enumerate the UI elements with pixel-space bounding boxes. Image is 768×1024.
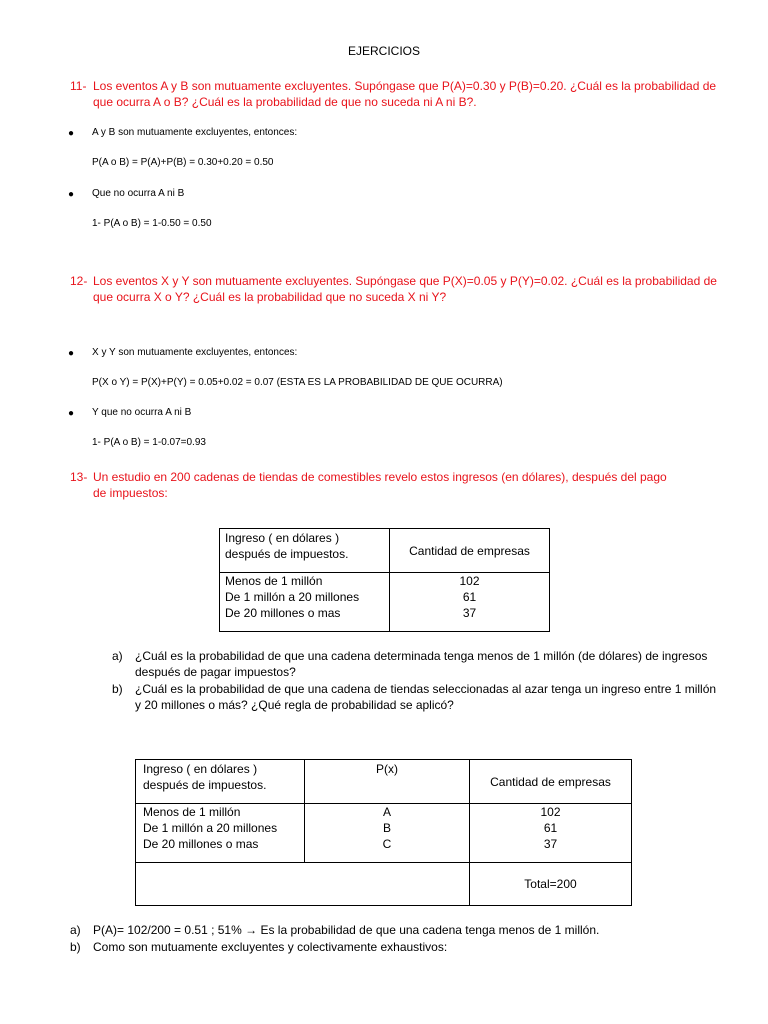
bullet-icon: ● xyxy=(68,128,75,139)
table-cell-px: A B C xyxy=(305,804,470,863)
formula-line: 1- P(A o B) = 1-0.07=0.93 xyxy=(92,437,206,448)
table-header-px: P(x) xyxy=(305,760,470,804)
table-header-count: Cantidad de empresas xyxy=(470,760,632,804)
question-number: 13- xyxy=(70,470,88,484)
table-cell-labels: Menos de 1 millón De 1 millón a 20 millones De 20 millones o mas xyxy=(220,573,390,632)
table-empty-cell xyxy=(136,863,470,906)
question-12 xyxy=(70,273,730,305)
question-11 xyxy=(70,78,730,110)
question-text: Los eventos A y B son mutuamente excluyentes. Supóngase que P(A)=0.30 y P(B)=0.20. ¿Cuál es la probabilidad de que ocurra A o B? ¿Cuál es la probabilidad de que no suceda ni A ni B?. xyxy=(93,79,717,109)
formula-line: 1- P(A o B) = 1-0.50 = 0.50 xyxy=(92,218,212,229)
table-cell-values: 102 61 37 xyxy=(390,573,550,632)
page-title: EJERCICIOS xyxy=(347,44,420,58)
list-item: b) ¿Cuál es la probabilidad de que una cadena de tiendas seleccionadas al azar tenga un ingreso entre 1 millón y 20 millones o más? ¿Qué regla de probabilidad se aplicó? xyxy=(112,682,717,712)
table-cell-values: 102 61 37 xyxy=(470,804,632,863)
answer-line: Y que no ocurra A ni B xyxy=(92,407,192,418)
formula-line: P(X o Y) = P(X)+P(Y) = 0.05+0.02 = 0.07 (ESTA ES LA PROBABILIDAD DE QUE OCURRA) xyxy=(92,377,503,388)
formula-line: P(A o B) = P(A)+P(B) = 0.30+0.20 = 0.50 xyxy=(92,157,274,168)
income-table xyxy=(219,528,550,632)
probability-table xyxy=(135,759,632,906)
answer-line: X y Y son mutuamente excluyentes, entonces: xyxy=(92,347,298,358)
list-item: a) P(A)= 102/200 = 0.51 ; 51% → Es la probabilidad de que una cadena tenga menos de 1 millón. xyxy=(70,923,600,937)
table-cell-labels: Menos de 1 millón De 1 millón a 20 millones De 20 millones o mas xyxy=(136,804,305,863)
question-number: 12- xyxy=(70,274,88,288)
answer-line: A y B son mutuamente excluyentes, entonces: xyxy=(92,127,298,138)
bullet-icon: ● xyxy=(68,348,75,359)
table-header-count: Cantidad de empresas xyxy=(390,529,550,573)
table-total: Total=200 xyxy=(470,863,632,906)
question-text: Un estudio en 200 cadenas de tiendas de comestibles revelo estos ingresos (en dólares), después del pago de impuestos: xyxy=(93,470,667,500)
question-text: Los eventos X y Y son mutuamente excluyentes. Supóngase que P(X)=0.05 y P(Y)=0.02. ¿Cuál es la probabilidad de que ocurra X o Y? ¿Cuál es la probabilidad que no suceda X ni Y? xyxy=(93,274,717,304)
list-item: a) ¿Cuál es la probabilidad de que una cadena determinada tenga menos de 1 millón (de dólares) de ingresos después de pagar impuestos? xyxy=(112,649,708,679)
table-header-income: Ingreso ( en dólares ) después de impuestos. xyxy=(136,760,305,804)
bullet-icon: ● xyxy=(68,408,75,419)
question-13 xyxy=(70,469,680,501)
answer-line: Que no ocurra A ni B xyxy=(92,188,185,199)
table-header-income: Ingreso ( en dólares ) después de impuestos. xyxy=(220,529,390,573)
list-item: b) Como son mutuamente excluyentes y colectivamente exhaustivos: xyxy=(70,940,448,954)
bullet-icon: ● xyxy=(68,189,75,200)
question-number: 11- xyxy=(70,79,87,93)
